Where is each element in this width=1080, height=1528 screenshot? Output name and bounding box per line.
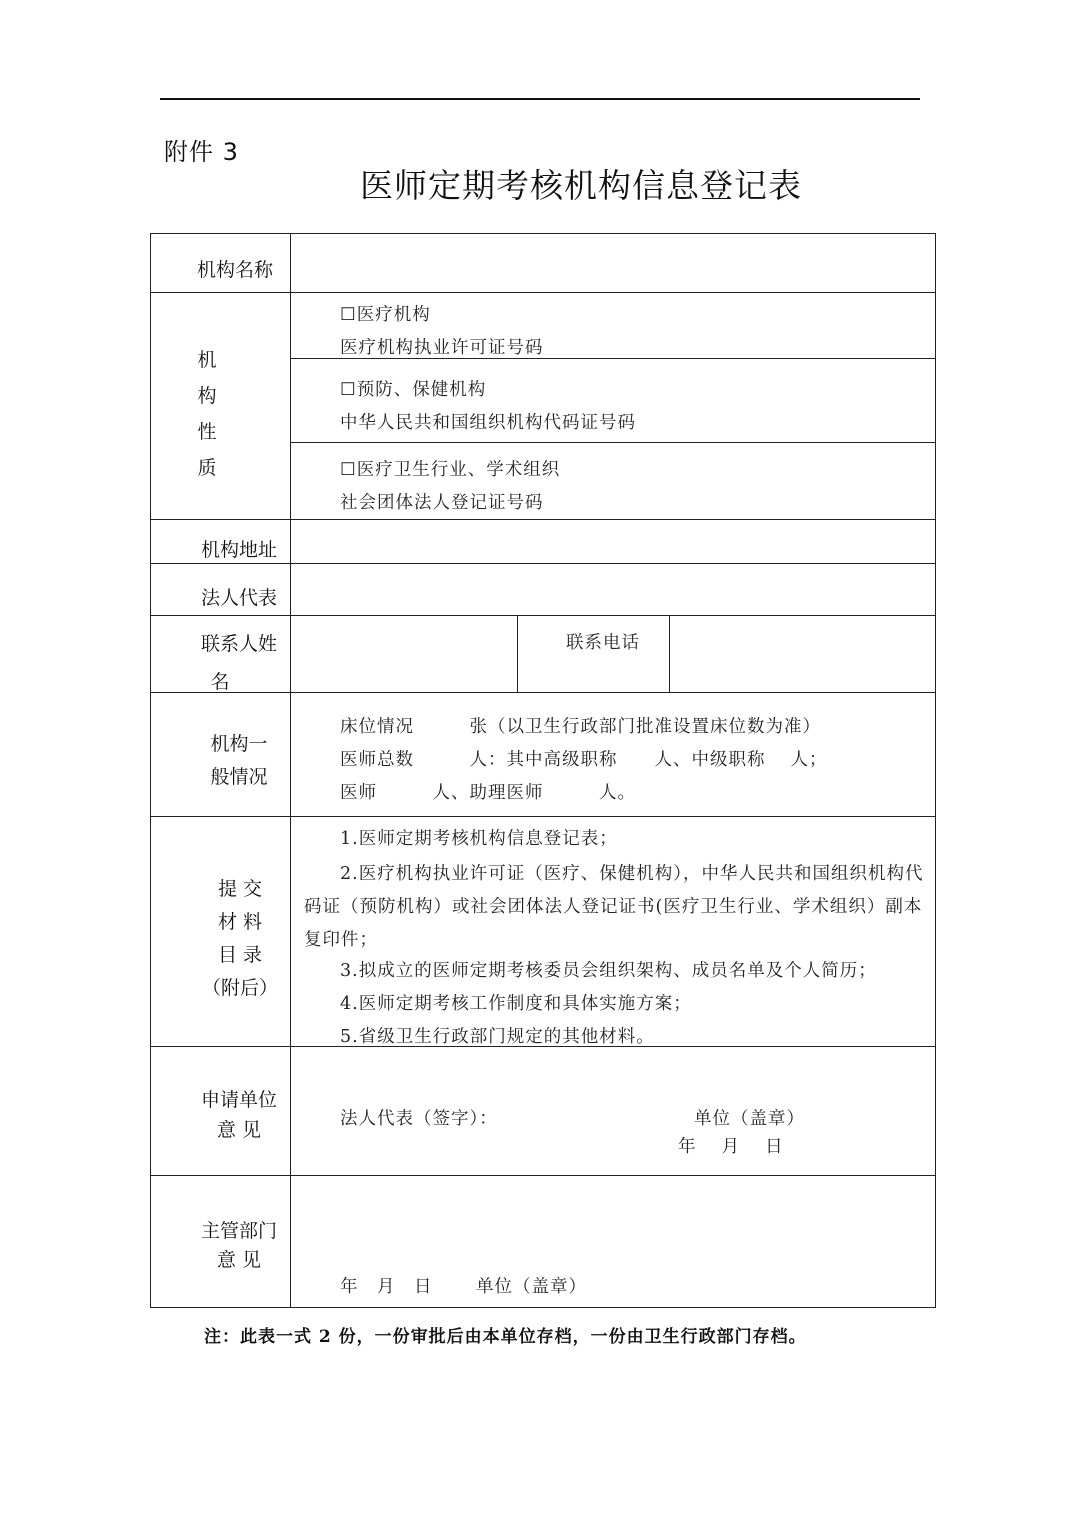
- top-rule: [160, 98, 920, 100]
- material-item: 4.医师定期考核工作制度和具体实施方案；: [340, 994, 692, 1014]
- row-divider: [150, 292, 936, 293]
- material-item: 1.医师定期考核机构信息登记表；: [340, 829, 618, 849]
- applicant-date[interactable]: 年 月 日: [678, 1137, 784, 1157]
- row-divider: [150, 519, 936, 520]
- legal-rep-signature[interactable]: 法人代表（签字）：: [340, 1109, 498, 1129]
- nature-option-medical[interactable]: ☐医疗机构: [340, 305, 431, 325]
- contact-phone-label: 联系电话: [566, 633, 640, 653]
- nature-cert-prevention: 中华人民共和国组织机构代码证号码: [340, 413, 636, 433]
- row-divider: [150, 615, 936, 616]
- nature-cert-academic: 社会团体法人登记证号码: [340, 493, 544, 513]
- address-field[interactable]: [292, 521, 934, 562]
- material-item: 3.拟成立的医师定期考核委员会组织架构、成员名单及个人简历；: [340, 961, 877, 981]
- material-item: 2.医疗机构执业许可证（医疗、保健机构），中华人民共和国组织机构代码证（预防机构）或社会团体法人登记证书(医疗卫生行业、学术组织）副本复印件；: [304, 864, 924, 950]
- org-nature-label: 机 构 性 质: [197, 349, 217, 479]
- nature-cert-medical: 医疗机构执业许可证号码: [340, 338, 544, 358]
- nature-option-academic[interactable]: ☐医疗卫生行业、学术组织: [340, 460, 561, 480]
- row-divider: [150, 563, 936, 564]
- material-item: 5.省级卫生行政部门规定的其他材料。: [340, 1027, 655, 1047]
- general-info-label: 机构一: [210, 733, 268, 755]
- contact-name-field[interactable]: [292, 617, 516, 691]
- contact-name-label: 联系人姓: [200, 633, 277, 655]
- applicant-opinion-label-cont: 意 见: [216, 1119, 262, 1141]
- contact-name-label-cont: 名: [210, 671, 230, 693]
- applicant-opinion-label: 申请单位: [200, 1089, 277, 1111]
- bed-count-line: 床位情况 张（以卫生行政部门批准设置床位数为准）: [340, 717, 821, 737]
- materials-label: 提 交 材 料 目 录 （附后）: [201, 878, 278, 999]
- doctor-count-line: 医师总数 人：其中高级职称 人、中级职称 人；: [340, 750, 828, 770]
- attachment-label: 附件 3: [164, 138, 239, 166]
- subrow-divider: [290, 442, 936, 443]
- footnote: 注：此表一式 2 份，一份审批后由本单位存档，一份由卫生行政部门存档。: [204, 1327, 807, 1347]
- org-name-field[interactable]: [292, 235, 934, 291]
- row-divider: [150, 1175, 936, 1176]
- address-label: 机构地址: [200, 539, 277, 561]
- contact-phone-field[interactable]: [671, 617, 934, 691]
- general-info-label-cont: 般情况: [210, 766, 268, 788]
- authority-opinion-label: 主管部门: [200, 1220, 277, 1242]
- legal-rep-label: 法人代表: [200, 587, 277, 609]
- contact-divider: [517, 615, 518, 692]
- legal-rep-field[interactable]: [292, 565, 934, 614]
- page-title: 医师定期考核机构信息登记表: [360, 166, 802, 205]
- registration-form: [150, 233, 936, 1308]
- authority-opinion-label-cont: 意 见: [216, 1249, 262, 1271]
- unit-stamp[interactable]: 单位（盖章）: [694, 1109, 805, 1129]
- contact-divider: [669, 615, 670, 692]
- row-divider: [150, 816, 936, 817]
- authority-opinion-field[interactable]: [292, 1177, 934, 1257]
- authority-date-stamp[interactable]: 年 月 日 单位（盖章）: [340, 1277, 588, 1297]
- org-name-label: 机构名称: [196, 259, 273, 281]
- physician-count-line: 医师 人、助理医师 人。: [340, 783, 636, 803]
- nature-option-prevention[interactable]: ☐预防、保健机构: [340, 380, 487, 400]
